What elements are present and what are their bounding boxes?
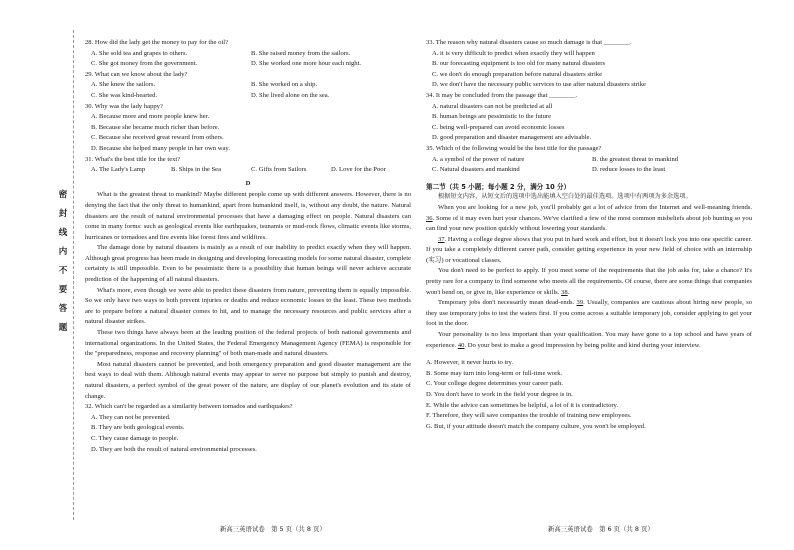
passage-d-title: D	[245, 179, 251, 187]
option-c: C. She got money from the government.	[91, 60, 198, 68]
option-b: B. our forecasting equipment is too old for many natural disasters	[432, 60, 606, 68]
spacer	[426, 351, 752, 358]
seal-char: 不	[58, 265, 68, 275]
binding-margin	[0, 0, 78, 550]
option-a: A. They can not be prevented.	[91, 413, 171, 421]
blank-36: 36	[426, 214, 433, 222]
question-stem: 29. What can we know about the lady?	[85, 70, 188, 78]
option-d: D. Because she helped many people in her own way.	[91, 144, 230, 152]
paragraph-text: When you are looking for a new job, you'll probably get a lot of advice from the Internet and well-meaning friends.	[438, 203, 752, 211]
option-c: C. Because she received great reward from others.	[91, 134, 224, 142]
question-33	[426, 38, 752, 91]
passage-paragraph: The damage done by natural disasters is mainly as a result of our inability to predict exactly when they will happen. Although great progress has been made in designing and developing forecasting models for some natural disaster, complete certainty is still impossible. Even to be pessimistic there is a possibility that human beings will never achieve accurate prediction of the happening of all natural disasters.	[85, 244, 411, 284]
choice-d: D. You don't have to work in the field your degree is in.	[426, 391, 573, 398]
choice-e: E. While the advice can sometimes be helpful, a lot of it is contradictory.	[426, 401, 619, 409]
seal-dashed-line	[73, 30, 74, 520]
question-stem: 28. How did the lady get the money to pay for the oil?	[85, 39, 229, 46]
choice-a: A. However, it never hurts to try.	[426, 359, 514, 367]
option-d: D. reduce losses to the least	[592, 166, 666, 174]
section-2-title: 第二节（共 5 小题；每小题 2 分，满分 10 分）	[426, 182, 571, 191]
option-b: B. They are both geological events.	[91, 424, 185, 432]
passage-paragraph: What is the greatest threat to mankind? Maybe different people come up with different answers. However, there is no denying the fact that the only threat to humankind, apart from humankind itself, is, without any doubt, the nature. Natural disasters are the result of natural environmental processes that have a damaging effect on people. Natural disasters can come in many forms: such as geological events like earthquakes, tsunamis or mud-rock flows, climatic events like storms, hurricanes or tornadoes and fire events like forest fires and wildfires.	[85, 191, 411, 241]
paragraph-text: Your personality is no less important than your qualification. You may have gone to a top school and have years of experience.	[426, 331, 752, 349]
cloze-paragraph: When you are looking for a new job, you'll probably get a lot of advice from the Internet and well-meaning friends. 36. Some of it may even hurt your chances. We've clarified a few of the most common misbeliefs about job hunting so you can find your new position quickly without lowering your standards.	[426, 203, 752, 233]
cloze-passage	[426, 203, 752, 351]
seal-char: 线	[58, 227, 68, 237]
option-b: B. She raised money from the sailors.	[251, 49, 351, 57]
option-c: C. we don't do enough preparation before natural disasters strike	[432, 70, 603, 78]
option-d: D. She worked one more hour each night.	[251, 60, 362, 68]
question-stem: 30. Why was the lady happy?	[85, 102, 163, 110]
seal-char: 内	[58, 246, 68, 256]
option-a: A. She sold tea and grapes to others.	[91, 49, 188, 57]
option-c: C. She was kind-hearted.	[91, 91, 158, 99]
choice-f: F. Therefore, they will save companies the trouble of training new employees.	[426, 412, 632, 420]
answer-choices	[426, 358, 752, 432]
paragraph-text: Having a college degree shows that you put in hard work and effort, but it doesn't lock you into one specific career. If you take a completely different career path, consider getting experience in your new field of choice with an internship (实习) or vocational classes.	[426, 235, 752, 264]
question-stem: 32. Which can't be regarded as a similarity between tornados and earthquakes?	[85, 403, 293, 411]
seal-char: 密	[58, 189, 68, 199]
option-c: C. Natural disasters and mankind	[432, 166, 520, 174]
blank-38: 38	[561, 288, 568, 296]
option-d: D. They are both the result of natural environmental processes.	[91, 445, 257, 453]
paragraph-text: Do your best to make a good impression by being polite and kind during your interview.	[466, 341, 701, 349]
passage-d	[85, 190, 411, 402]
option-b: B. She worked on a ship.	[251, 81, 318, 89]
paragraph-text: Some of it may even hurt your chances. We've clarified a few of the most common misbeliefs about job hunting so you can find your new position quickly without lowering your standards.	[426, 214, 752, 233]
option-c: C. They cause damage to people.	[91, 434, 179, 442]
choice-g: G. But, if your attitude doesn't match the company culture, you won't be employed.	[426, 422, 646, 430]
question-34	[426, 91, 752, 144]
right-column	[426, 38, 752, 432]
option-a: A. Because more and more people knew her.	[91, 113, 210, 121]
passage-paragraph: What's more, even though we were able to predict these disasters from nature, preventing them is equally impossible. So we only have two ways to both prevent injuries or deaths and reduce economic losses to the least. These two methods are to prepare before a natural disaster comes to hit, and to manage the necessary resources and public services after a natural disaster strikes.	[85, 286, 411, 326]
question-stem: 31. What's the best title for the text?	[85, 155, 181, 163]
blank-37: 37	[438, 235, 445, 243]
choice-c: C. Your college degree determines your career path.	[426, 380, 563, 388]
option-a: A. natural disasters can not be predicted at all	[432, 102, 553, 110]
option-d: D. good preparation and disaster management are advisable.	[432, 134, 592, 142]
option-d: D. Love for the Poor	[331, 166, 386, 174]
option-b: B. Ships in the Sea	[171, 166, 222, 174]
question-35	[426, 144, 752, 176]
left-column	[85, 38, 411, 455]
seal-char: 答	[58, 303, 68, 313]
cloze-paragraph: 37. Having a college degree shows that you put in hard work and effort, but it doesn't lock you into one specific career. If you take a completely different career path, consider getting experience in your new field of choice with an internship (实习) or vocational classes.	[426, 235, 752, 264]
question-32	[85, 402, 411, 455]
paragraph-text: Temporary jobs don't necessarily mean dead-ends.	[438, 299, 577, 307]
option-c: C. Gifts from Sailors	[251, 166, 307, 174]
cloze-paragraph: You don't need to be perfect to apply. If you meet some of the requirements that the job asks for, take a chance? It's pretty rare for a company to find someone who meets all the requirements. Of course, there are some things that companies won't bend on, or give in, like experience or skills. 38.	[426, 267, 752, 296]
seal-char: 封	[58, 208, 68, 218]
option-b: B. the greatest threat to mankind	[592, 155, 679, 163]
page-footer-6: 新高三英语试卷 第 6 页（共 8 页）	[548, 525, 654, 533]
paragraph-text: You don't need to be perfect to apply. If you meet some of the requirements that the job asks for, take a chance? It's pretty rare for a company to find someone who meets all the requirements. Of course, there are some things that companies won't bend on, or give in, like experience or skills.	[426, 267, 752, 296]
question-29	[85, 70, 411, 102]
option-a: A. She knew the sailors.	[91, 81, 156, 89]
option-a: A. it is very difficult to predict when exactly they will happen	[432, 49, 595, 57]
question-stem: 33. The reason why natural disasters cause so much damage is that ________.	[426, 39, 632, 46]
blank-40: 40	[457, 341, 465, 349]
page-footer-5: 新高三英语试卷 第 5 页（共 8 页）	[220, 525, 326, 533]
option-b: B. human beings are pessimistic to the future	[432, 113, 552, 121]
question-31	[85, 155, 411, 176]
paragraph-text: Usually, companies are cautious about hiring new people, so they use temporary jobs to test the waters first. If you come across a suitable temporary job, consider applying to get your foot in the door.	[426, 299, 753, 328]
seal-char: 题	[58, 322, 68, 332]
cloze-paragraph: Temporary jobs don't necessarily mean dead-ends. 39. Usually, companies are cautious about hiring new people, so they use temporary jobs to test the waters first. If you come across a suitable temporary job, consider applying to get your foot in the door.	[426, 299, 753, 328]
question-28	[85, 38, 411, 70]
option-a: A. The Lady's Lamp	[91, 166, 146, 174]
option-c: C. being well-prepared can avoid economic losses	[432, 123, 565, 131]
option-a: A. a symbol of the power of nature	[432, 155, 525, 163]
option-d: D. we don't have the necessary public services to use after natural disasters strike	[432, 81, 646, 89]
question-stem: 34. It may be concluded from the passage that ________.	[426, 91, 578, 99]
question-30	[85, 102, 411, 155]
option-b: B. Because she became much richer than before.	[91, 123, 220, 131]
choice-b: B. Some may turn into long-term or full-time work.	[426, 369, 563, 377]
section-2-instructions: 根据短文内容，从短文后的选项中选出能填入空白处的最佳选项。选项中有两项为多余选项。	[438, 193, 692, 201]
passage-paragraph: Most natural disasters cannot be prevented, and both emergency preparation and good disaster management are the best ways to deal with them. Although natural events may appear to serve no purpose but simply to punish and destroy, natural disasters, a perfect symbol of the great power of the nature, are display of our planet's evolution and its state of change.	[85, 360, 411, 400]
seal-char: 要	[58, 284, 68, 294]
blank-39: 39	[576, 299, 584, 307]
seal-line-notice	[57, 185, 69, 337]
question-stem: 35. Which of the following would be the best title for the passage?	[426, 144, 602, 152]
cloze-paragraph: Your personality is no less important than your qualification. You may have gone to a top school and have years of experience. 40. Do your best to make a good impression by being polite and kind during your interview.	[426, 331, 752, 349]
option-d: D. She lived alone on the sea.	[251, 91, 330, 99]
passage-paragraph: These two things have always been at the leading position of the federal projects of both national governments and international organizations. In the United States, the Federal Emergency Management Agency (FEMA) is responsible for the "preparedness, response and recovery planning" of both man-made and natural disasters.	[85, 329, 411, 358]
